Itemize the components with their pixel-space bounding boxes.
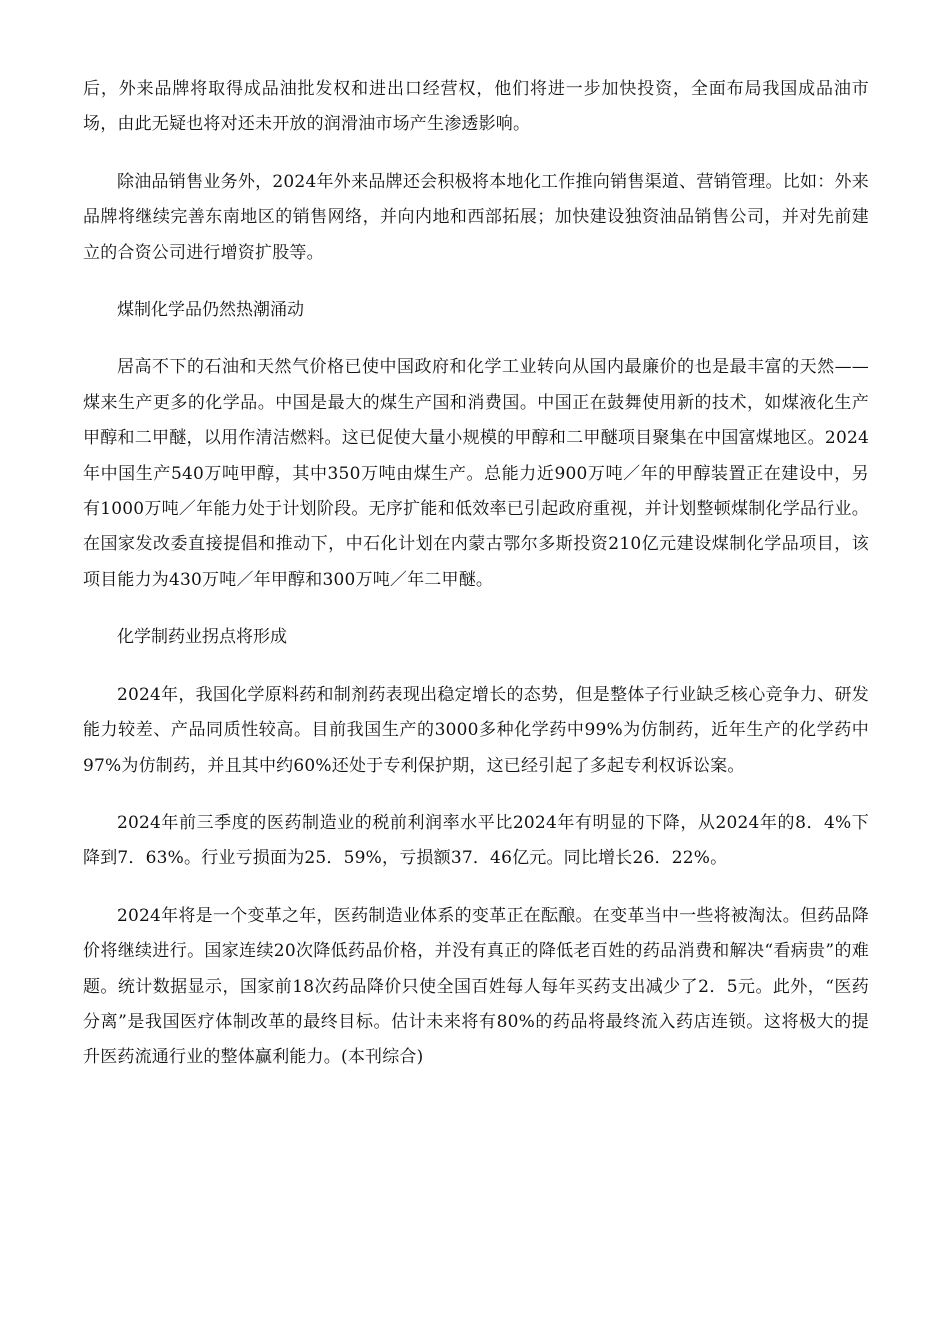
paragraph-pharma-profit: 2024年前三季度的医药制造业的税前利润率水平比2024年有明显的下降，从2024年的8．4%下降到7．63%。行业亏损面为25．59%，亏损额37．46亿元。同比增长26．22%。: [83, 812, 869, 869]
paragraph-pharma-reform: 2024年将是一个变革之年，医药制造业体系的变革正在酝酿。在变革当中一些将被淘汰。但药品降价将继续进行。国家连续20次降低药品价格，并没有真正的降低老百姓的药品消费和解决“看病贵”的难题。统计数据显示，国家前18次药品降价只使全国百姓每人每年买药支出减少了2．5元。此外，“医药分离”是我国医疗体制改革的最终目标。估计未来将有80%的药品将最终流入药店连锁。这将极大的提升医药流通行业的整体赢利能力。(本刊综合): [83, 905, 869, 1068]
document-body: [83, 72, 869, 1098]
paragraph-pharma-growth: 2024年，我国化学原料药和制剂药表现出稳定增长的态势，但是整体子行业缺乏核心竞争力、研发能力较差、产品同质性较高。目前我国生产的3000多种化学药中99%为仿制药，近年生产的化学药中97%为仿制药，并且其中约60%还处于专利保护期，这已经引起了多起专利权诉讼案。: [83, 684, 869, 776]
paragraph-coal-chemicals: 居高不下的石油和天然气价格已使中国政府和化学工业转向从国内最廉价的也是最丰富的天然——煤来生产更多的化学品。中国是最大的煤生产国和消费国。中国正在鼓舞使用新的技术，如煤液化生产甲醇和二甲醚，以用作清洁燃料。这已促使大量小规模的甲醇和二甲醚项目聚集在中国富煤地区。2024年中国生产540万吨甲醇，其中350万吨由煤生产。总能力近900万吨／年的甲醇装置正在建设中，另有1000万吨／年能力处于计划阶段。无序扩能和低效率已引起政府重视，并计划整顿煤制化学品行业。在国家发改委直接提倡和推动下，中石化计划在内蒙古鄂尔多斯投资210亿元建设煤制化学品项目，该项目能力为430万吨／年甲醇和300万吨／年二甲醚。: [83, 357, 869, 590]
section-heading-pharma: 化学制药业拐点将形成: [117, 627, 287, 648]
section-heading-coal-chemicals: 煤制化学品仍然热潮涌动: [117, 300, 304, 321]
paragraph-oil-market-continuation: 后，外来品牌将取得成品油批发权和进出口经营权，他们将进一步加快投资，全面布局我国成品油市场，由此无疑也将对还未开放的润滑油市场产生渗透影响。: [83, 79, 869, 135]
paragraph-localization: 除油品销售业务外，2024年外来品牌还会积极将本地化工作推向销售渠道、营销管理。比如：外来品牌将继续完善东南地区的销售网络，并向内地和西部拓展；加快建设独资油品销售公司，并对先前建立的合资公司进行增资扩股等。: [83, 171, 869, 263]
